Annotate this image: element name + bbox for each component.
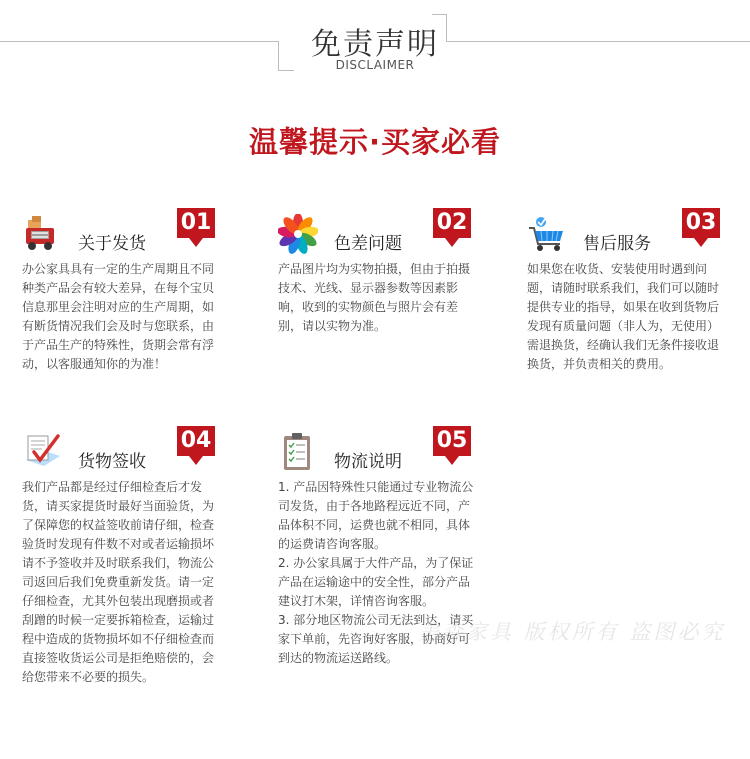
card-title: 关于发货 <box>78 234 146 254</box>
clipboard-icon <box>278 432 318 472</box>
card-title: 物流说明 <box>334 452 402 472</box>
page-subtitle: DISCLAIMER <box>335 58 415 72</box>
card-body: 产品图片均为实物拍摄，但由于拍摄技术、光线、显示器参数等因素影响，收到的实物颜色与照片会有差别，请以实物为准。 <box>278 262 471 333</box>
notice-heading: 温馨提示·买家必看 <box>248 125 502 159</box>
color-palette-icon <box>278 214 318 254</box>
card-title: 色差问题 <box>334 234 402 254</box>
header-bracket-right-top <box>432 14 446 15</box>
card-number-badge: 02 <box>433 208 471 238</box>
sign-checklist-icon <box>22 432 62 472</box>
page-title: 免责声明 <box>311 27 439 62</box>
card-body: 1. 产品因特殊性只能通过专业物流公司发货，由于各地路程远近不同，产品体积不同，运费也就不相同，具体的运费请咨询客服。 2. 办公家具属于大件产品，为了保证产品在运输途中的安全性，部分产品建议打木架，详情咨询客服。 3. 部分地区物流公司无法到达，请买家下单前，先咨询好客服，协商好可到达的物流运送路线。 <box>278 480 474 665</box>
truck-icon <box>22 214 62 254</box>
card-body: 办公家具具有一定的生产周期且不同种类产品会有较大差异，在每个宝贝信息那里会注明对应的生产周期，如有断货情况我们会及时与您联系，由于产品生产的特殊性，货期会常有浮动，以客服通知你的为准！ <box>22 262 215 371</box>
card-body: 如果您在收货、安装使用时遇到问题，请随时联系我们，我们可以随时提供专业的指导，如果在收到货物后发现有质量问题（非人为，无使用）需退换货，经确认我们无条件接收退换货，并负责相关的费用。 <box>527 262 720 371</box>
card-title: 货物签收 <box>78 452 146 472</box>
copyright-watermark: 美森家具 版权所有 盗图必究 <box>418 620 726 644</box>
card-number-badge: 04 <box>177 426 215 456</box>
card-title: 售后服务 <box>583 234 651 254</box>
card-number-badge: 03 <box>682 208 720 238</box>
card-number-badge: 01 <box>177 208 215 238</box>
shopping-cart-icon <box>527 214 567 254</box>
card-body: 我们产品都是经过仔细检查后才发货，请买家提货时最好当面验货，为了保障您的权益签收前请仔细，检查验货时发现有件数不对或者运输损坏请不予签收并及时联系我们，物流公司返回后我们免费重新发货。请一定仔细检查，尤其外包装出现磨损或者刮蹭的时候一定要拆箱检查，运输过程中造成的货物损坏如不仔细检查而直接签收货运公司是拒绝赔偿的，会给您带来不必要的损失。 <box>22 480 215 684</box>
card-number-badge: 05 <box>433 426 471 456</box>
